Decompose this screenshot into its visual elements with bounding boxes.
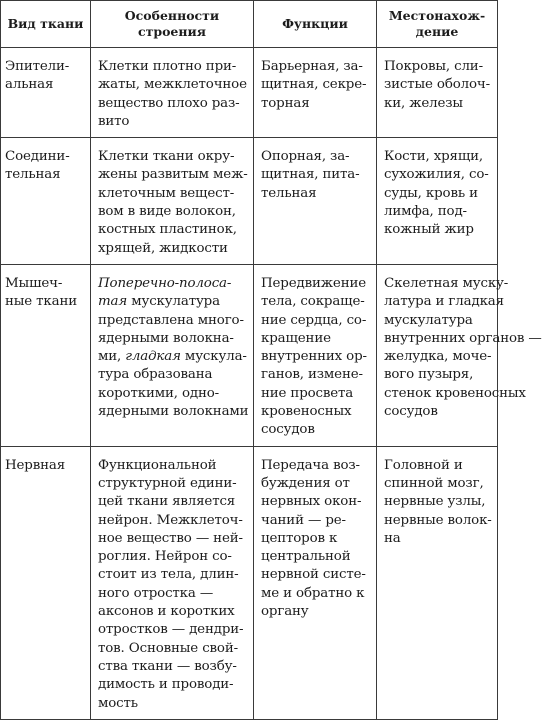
cell-line: костных пластинок, — [98, 222, 237, 238]
cell-line: хрящей, жидкости — [98, 240, 228, 256]
cell-line: тельная — [5, 167, 61, 183]
cell-line: Скелетная муску- — [384, 275, 509, 291]
cell-line: лимфа, под- — [384, 204, 467, 220]
cell-line: ки, железы — [384, 95, 463, 111]
cell-location — [377, 138, 498, 265]
cell-line: кровеносных — [261, 404, 352, 420]
cell-line: короткими, одно- — [98, 385, 220, 401]
cell-line: органу — [261, 604, 309, 620]
cell-line: внутренних ор- — [261, 349, 367, 365]
cell-line: центральной — [261, 549, 351, 565]
cell-line: представлена много- — [98, 312, 244, 328]
cell-line: тура образована — [98, 367, 213, 383]
italic-term: тая — [98, 294, 128, 310]
cell-line: Клетки плотно при- — [98, 59, 237, 74]
cell-line: Эпители- — [5, 59, 70, 74]
cell-tissue-type — [1, 264, 91, 446]
cell-line: ние сердца, со- — [261, 312, 367, 328]
cell-line: Передача воз- — [261, 457, 360, 473]
cell-line — [98, 348, 251, 366]
italic-term: гладкая — [125, 349, 181, 365]
cell-line: кращение — [261, 330, 331, 346]
cell-line: нервные узлы, — [384, 494, 486, 510]
header-functions — [254, 1, 377, 48]
cell-functions — [254, 138, 377, 265]
cell-line: структурной едини- — [98, 475, 237, 491]
cell-tissue-type — [1, 48, 91, 138]
header-text: строения — [137, 24, 207, 39]
cell-line: суды, кровь и — [384, 185, 478, 201]
cell-line: сосудов — [384, 404, 438, 420]
cell-line: сухожилия, со- — [384, 167, 489, 183]
header-tissue-type — [1, 1, 91, 48]
cell-line: отростков — дендри- — [98, 622, 244, 638]
cell-line: щитная, секре- — [261, 77, 367, 93]
cell-line: вого пузыря, — [384, 367, 474, 383]
cell-line: ства ткани — возбу- — [98, 658, 237, 674]
text-fragment: ми, — [98, 349, 126, 365]
cell-line: Опорная, за- — [261, 149, 350, 165]
cell-line: стенок кровеносных — [384, 385, 526, 401]
cell-line: ядерными волокна- — [98, 330, 234, 346]
cell-line: альная — [5, 77, 54, 93]
cell-line: аксонов и коротких — [98, 604, 235, 620]
table-row-nervous — [1, 446, 498, 719]
italic-term: Поперечно-полоса- — [98, 275, 232, 291]
text-fragment: мускула- — [180, 349, 247, 365]
cell-structure — [91, 48, 254, 138]
cell-structure — [91, 264, 254, 446]
cell-line: вещество плохо раз- — [98, 95, 240, 111]
cell-line: Головной и — [384, 457, 463, 473]
cell-functions — [254, 264, 377, 446]
cell-line: мость — [98, 695, 138, 711]
cell-line: нервной систе- — [261, 567, 366, 583]
header-row — [1, 1, 498, 48]
cell-functions — [254, 48, 377, 138]
cell-location — [377, 446, 498, 719]
text-fragment: мускулатура — [127, 294, 220, 310]
cell-line: Мышеч- — [5, 275, 63, 291]
cell-line: буждения от — [261, 475, 350, 491]
cell-line: Передвижение — [261, 275, 367, 291]
cell-line: нейрон. Межклеточ- — [98, 512, 243, 528]
cell-line: спинной мозг, — [384, 475, 484, 491]
cell-line — [98, 275, 251, 293]
cell-line: ние просвета — [261, 385, 354, 401]
cell-line: роглия. Нейрон со- — [98, 549, 232, 565]
cell-line: клеточным вещест- — [98, 185, 235, 201]
cell-structure — [91, 446, 254, 719]
cell-line: щитная, пита- — [261, 167, 360, 183]
cell-tissue-type — [1, 138, 91, 265]
cell-line: нервных окон- — [261, 494, 362, 510]
cell-line — [98, 293, 251, 311]
header-text: дение — [415, 24, 459, 39]
cell-line: ганов, измене- — [261, 367, 363, 383]
cell-line: ного отростка — — [98, 585, 214, 601]
cell-line: на — [384, 530, 401, 546]
cell-line: жены развитым меж- — [98, 167, 248, 183]
cell-location — [377, 264, 542, 446]
cell-line: тов. Основные свой- — [98, 640, 238, 656]
table-row-epithelial — [1, 48, 498, 138]
cell-line: вито — [98, 113, 130, 129]
cell-line: желудка, моче- — [384, 349, 492, 365]
cell-line: нервные волок- — [384, 512, 492, 528]
cell-line: торная — [261, 95, 310, 111]
cell-line: ные ткани — [5, 294, 78, 310]
cell-line: латура и гладкая — [384, 294, 504, 310]
header-text: Особенности — [124, 8, 220, 23]
cell-line: тельная — [261, 185, 317, 201]
cell-functions — [254, 446, 377, 719]
cell-line: вом в виде волокон, — [98, 204, 236, 220]
cell-line: стоит из тела, длин- — [98, 567, 239, 583]
header-location — [377, 1, 498, 48]
cell-line: Функциональной — [98, 457, 217, 473]
cell-tissue-type — [1, 446, 91, 719]
cell-line: ное вещество — ней- — [98, 530, 243, 546]
cell-line: Нервная — [5, 457, 66, 473]
cell-line: Кости, хрящи, — [384, 149, 484, 165]
cell-line: сосудов — [261, 422, 315, 438]
cell-line: Соедини- — [5, 149, 70, 165]
cell-line: димость и проводи- — [98, 677, 234, 693]
header-text: Вид ткани — [7, 16, 84, 31]
cell-line: цепторов к — [261, 530, 338, 546]
cell-line: Покровы, сли- — [384, 59, 483, 74]
header-text: Функции — [282, 16, 348, 31]
cell-line: Барьерная, за- — [261, 59, 363, 74]
table-row-muscle — [1, 264, 498, 446]
cell-location — [377, 48, 498, 138]
cell-line: тела, сокраще- — [261, 294, 365, 310]
header-structure — [91, 1, 254, 48]
cell-line: чаний — ре- — [261, 512, 346, 528]
cell-line: ядерными волокнами — [98, 404, 249, 420]
cell-line: ме и обратно к — [261, 585, 365, 601]
cell-line: Клетки ткани окру- — [98, 149, 235, 165]
cell-line: цей ткани является — [98, 494, 236, 510]
cell-line: кожный жир — [384, 222, 474, 238]
cell-structure — [91, 138, 254, 265]
cell-line: внутренних органов — — [384, 330, 542, 346]
cell-line: зистые оболоч- — [384, 77, 491, 93]
cell-line: жаты, межклеточное — [98, 77, 247, 93]
table-row-connective — [1, 138, 498, 265]
header-text: Местонахож- — [388, 8, 486, 23]
cell-line: мускулатура — [384, 312, 473, 328]
